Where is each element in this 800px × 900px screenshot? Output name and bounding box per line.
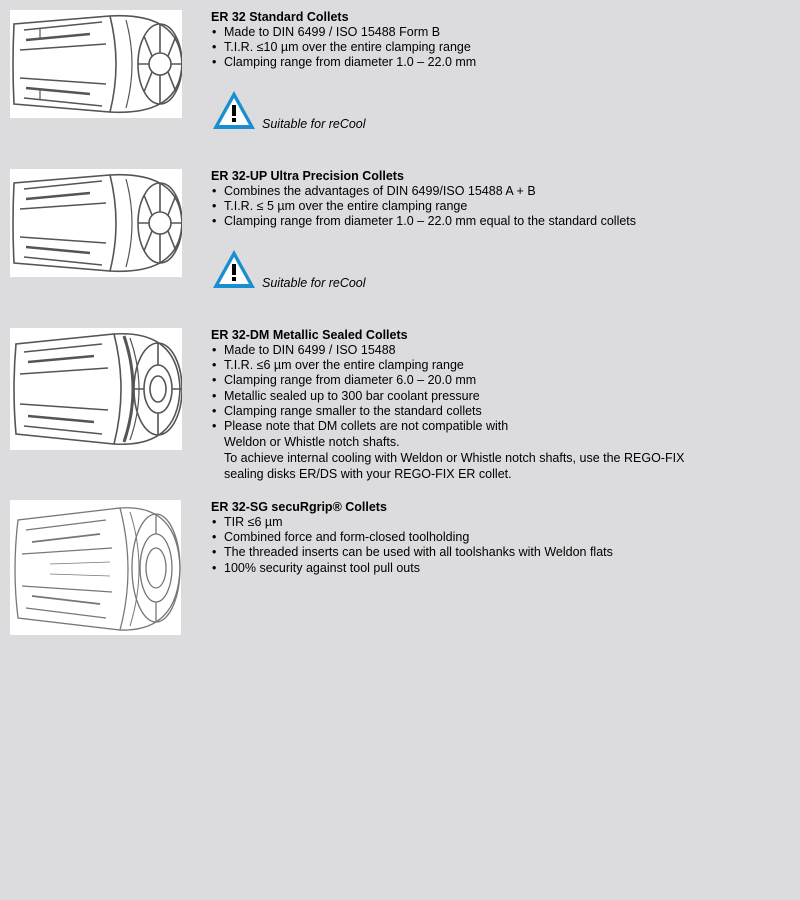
warning-label: Suitable for reCool xyxy=(262,276,366,290)
list-item: • Clamping range from diameter 6.0 – 20.0 mm xyxy=(211,373,771,388)
product-er32-sg xyxy=(0,500,800,640)
list-item: • Please note that DM collets are not compatible with xyxy=(211,419,771,434)
list-item: • The threaded inserts can be used with all toolshanks with Weldon flats xyxy=(211,545,771,560)
product-er32-up xyxy=(0,169,800,304)
list-item: • Combined force and form-closed toolholding xyxy=(211,530,771,545)
note-line: Weldon or Whistle notch shafts. xyxy=(224,435,400,450)
list-item: • T.I.R. ≤6 µm over the entire clamping range xyxy=(211,358,771,373)
compatibility-note xyxy=(211,434,771,482)
list-item: • T.I.R. ≤ 5 µm over the entire clamping range xyxy=(211,199,771,214)
list-item: • Metallic sealed up to 300 bar coolant pressure xyxy=(211,389,771,404)
collet-icon xyxy=(10,328,182,450)
collet-icon xyxy=(10,500,181,635)
collet-icon xyxy=(10,169,182,277)
list-item: • Made to DIN 6499 / ISO 15488 Form B xyxy=(211,25,771,40)
feature-list xyxy=(211,184,771,230)
list-item: • Clamping range from diameter 1.0 – 22.0 mm equal to the standard collets xyxy=(211,214,771,229)
note-line: To achieve internal cooling with Weldon or Whistle notch shafts, use the REGO-FIX xyxy=(224,451,685,466)
list-item: • Clamping range from diameter 1.0 – 22.0 mm xyxy=(211,55,771,70)
product-er32-standard xyxy=(0,10,800,145)
note-line: sealing disks ER/DS with your REGO-FIX ER collet. xyxy=(224,467,512,482)
product-title: ER 32-DM Metallic Sealed Collets xyxy=(211,328,408,342)
list-item: • T.I.R. ≤10 µm over the entire clamping range xyxy=(211,40,771,55)
recool-note xyxy=(211,248,366,290)
list-item: • Clamping range smaller to the standard collets xyxy=(211,404,771,419)
list-item: • TIR ≤6 µm xyxy=(211,515,771,530)
warning-label: Suitable for reCool xyxy=(262,117,366,131)
warning-triangle-icon xyxy=(211,248,257,290)
feature-list xyxy=(211,343,771,434)
product-text xyxy=(211,169,771,290)
collet-icon xyxy=(10,10,182,118)
product-text xyxy=(211,10,771,131)
feature-list xyxy=(211,25,771,71)
product-text xyxy=(211,500,771,576)
feature-list xyxy=(211,515,771,576)
product-title: ER 32-UP Ultra Precision Collets xyxy=(211,169,404,183)
product-title: ER 32-SG secuRgrip® Collets xyxy=(211,500,387,514)
recool-note xyxy=(211,89,366,131)
product-title: ER 32 Standard Collets xyxy=(211,10,349,24)
warning-triangle-icon xyxy=(211,89,257,131)
product-er32-dm xyxy=(0,328,800,488)
list-item: • 100% security against tool pull outs xyxy=(211,561,771,576)
product-text xyxy=(211,328,771,482)
list-item: • Combines the advantages of DIN 6499/ISO 15488 A + B xyxy=(211,184,771,199)
list-item: • Made to DIN 6499 / ISO 15488 xyxy=(211,343,771,358)
